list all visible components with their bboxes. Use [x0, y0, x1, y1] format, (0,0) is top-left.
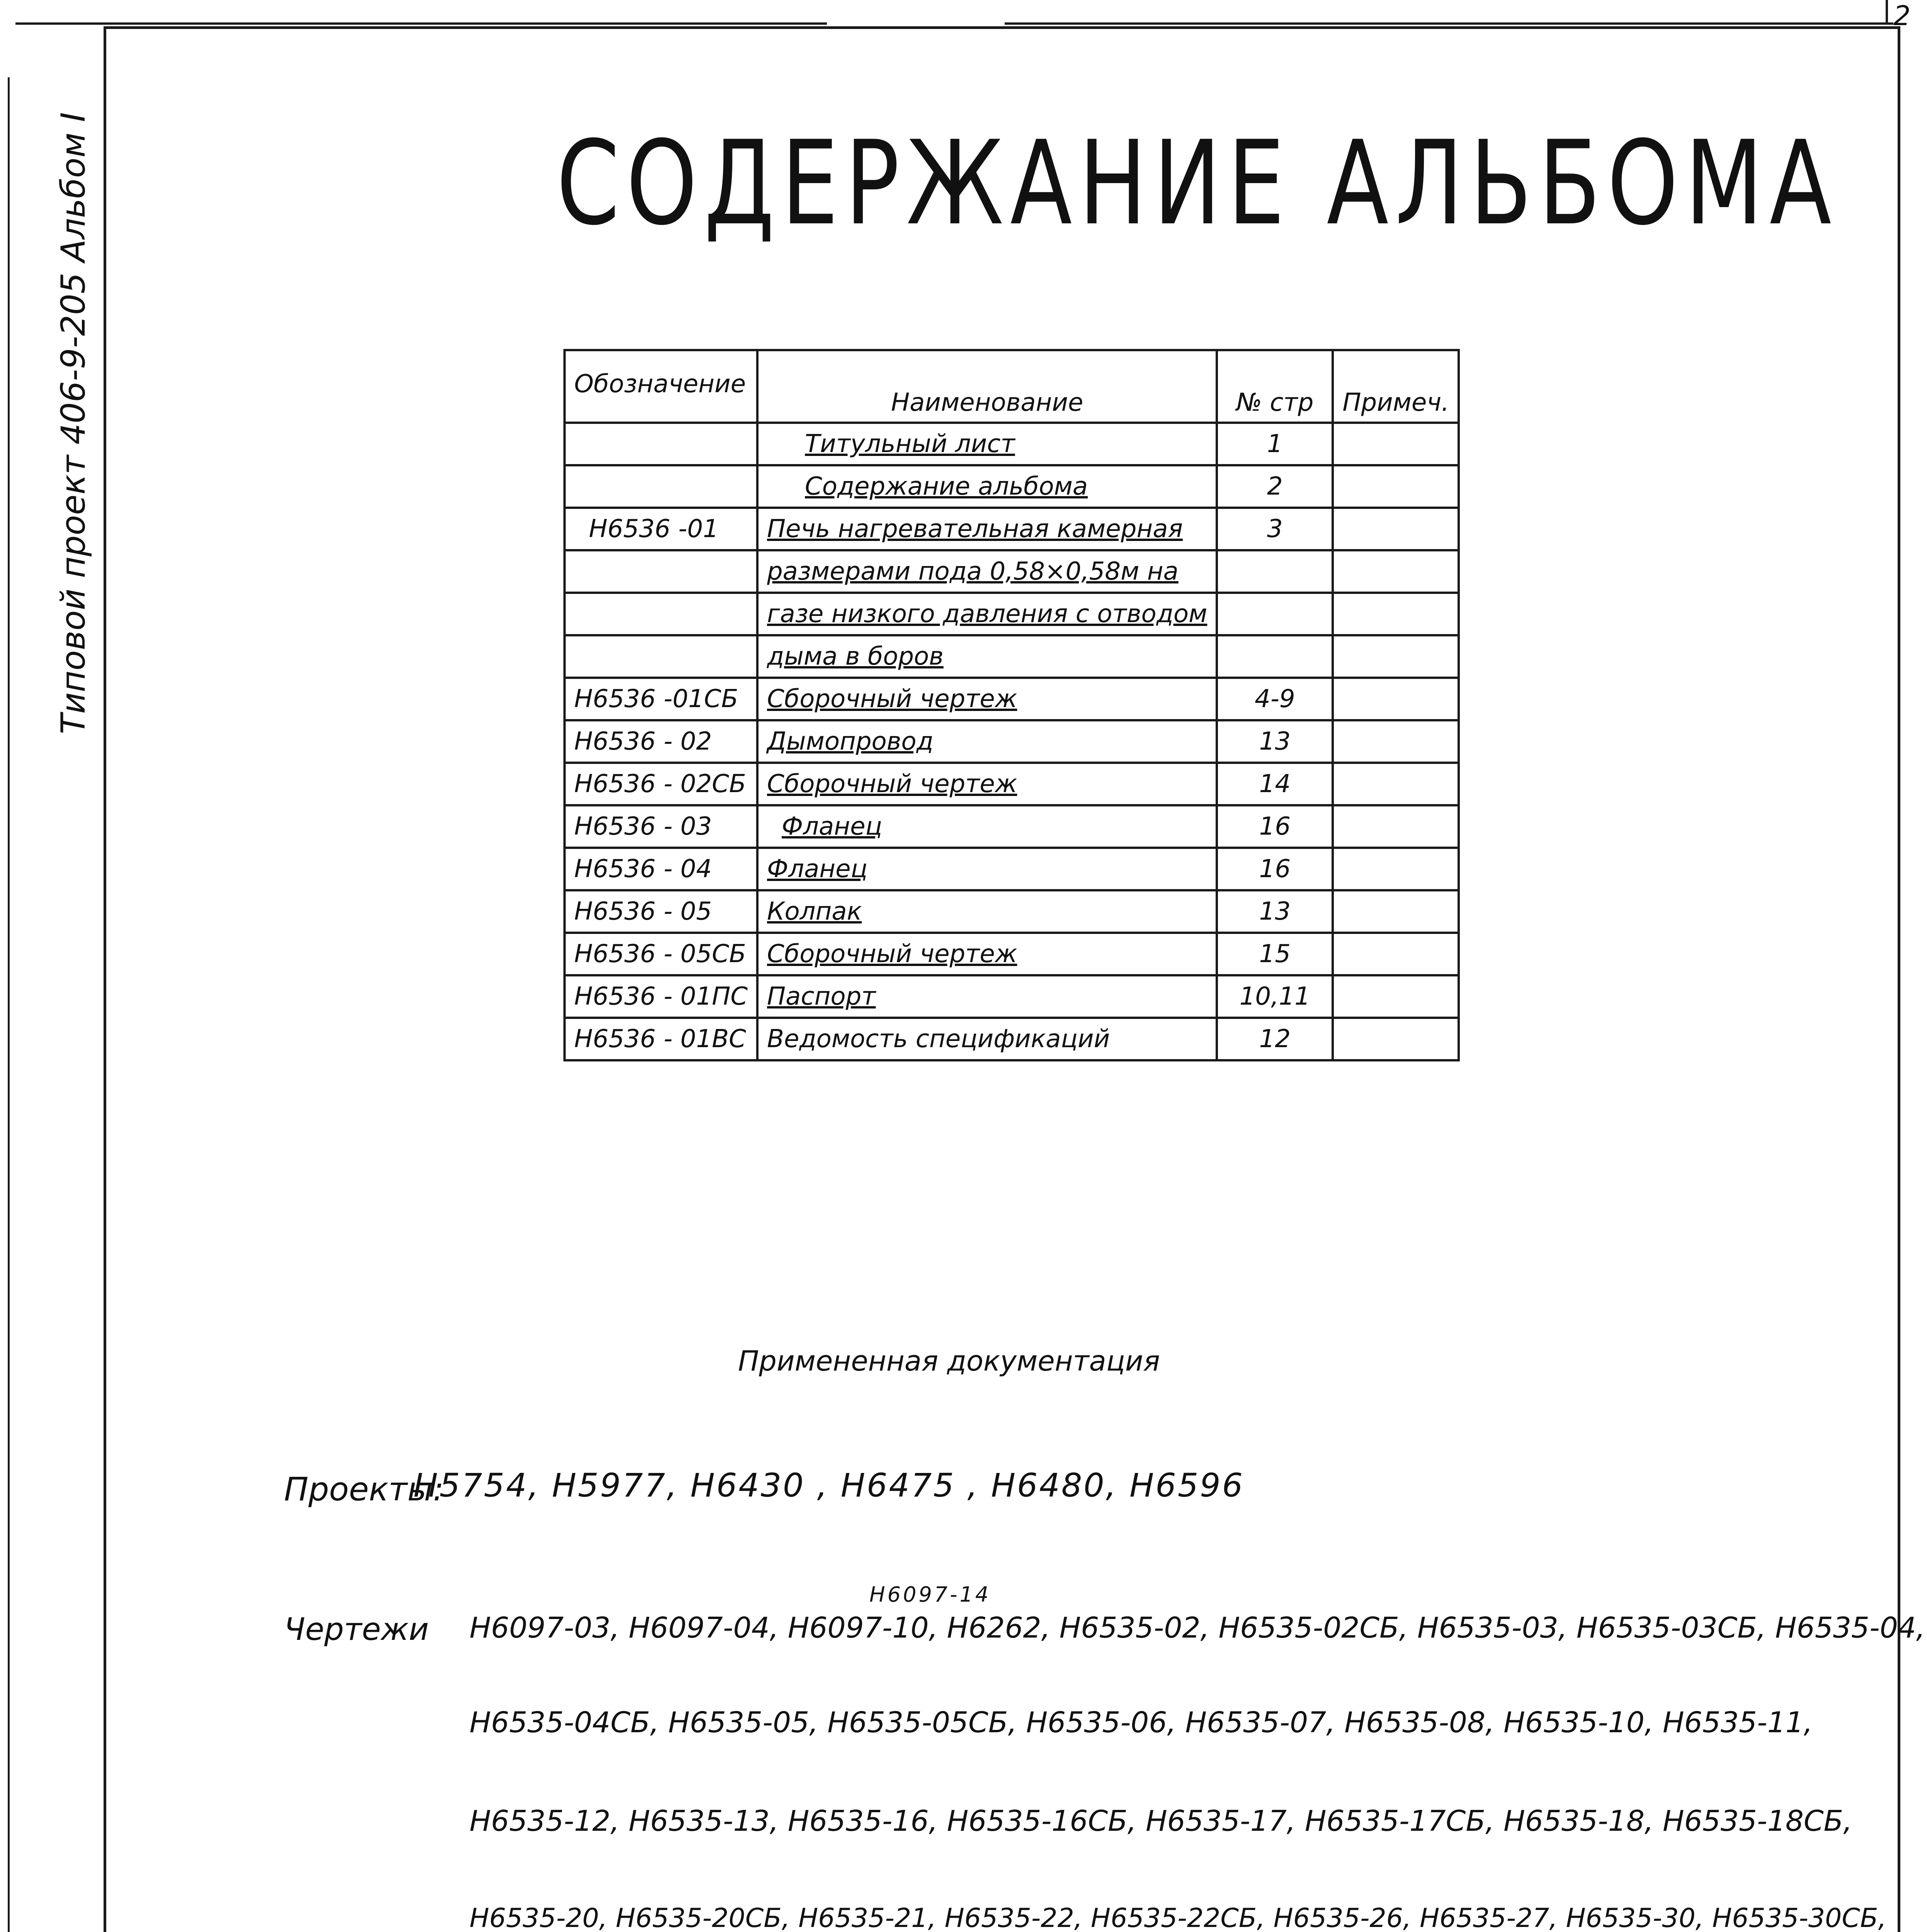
row-note — [1333, 720, 1459, 763]
drawings-line-3: Н6535-12, Н6535-13, Н6535-16, Н6535-16СБ, Н6535-17, Н6535-17СБ, Н6535-18, Н6535-18СБ, — [469, 1804, 1852, 1838]
row-page — [1217, 635, 1333, 678]
applied-docs-heading: Примененная документация — [738, 1345, 1160, 1377]
row-page: 13 — [1217, 890, 1333, 933]
table-row — [565, 635, 1459, 678]
column-header-name: Наименование — [757, 350, 1217, 423]
drawings-label: Чертежи — [284, 1611, 429, 1647]
table-row — [565, 763, 1459, 805]
row-note — [1333, 465, 1459, 508]
row-note — [1333, 848, 1459, 890]
row-code — [565, 465, 757, 508]
row-page: 16 — [1217, 805, 1333, 848]
top-border-line — [15, 22, 827, 25]
row-code: Н6536 -01 — [565, 508, 757, 550]
row-code — [565, 550, 757, 593]
row-name: Сборочный чертеж — [757, 678, 1217, 720]
row-code: Н6536 - 05СБ — [565, 933, 757, 975]
row-note — [1333, 890, 1459, 933]
row-note — [1333, 678, 1459, 720]
table-row — [565, 678, 1459, 720]
table-row — [565, 975, 1459, 1018]
row-page — [1217, 550, 1333, 593]
row-note — [1333, 805, 1459, 848]
drawings-note: Н6097-14 — [869, 1582, 991, 1607]
table-row — [565, 508, 1459, 550]
row-note — [1333, 975, 1459, 1018]
projects-value: Н5754, Н5977, Н6430 , Н6475 , Н6480, Н6596 — [413, 1466, 1245, 1504]
left-margin-line — [8, 77, 10, 1932]
row-page — [1217, 593, 1333, 635]
table-header-row — [565, 350, 1459, 423]
row-name: Фланец — [757, 805, 1217, 848]
row-note — [1333, 1018, 1459, 1060]
row-page: 2 — [1217, 465, 1333, 508]
table-row — [565, 805, 1459, 848]
row-note — [1333, 550, 1459, 593]
column-header-page: № стр — [1217, 350, 1333, 423]
row-page: 3 — [1217, 508, 1333, 550]
table-row — [565, 550, 1459, 593]
row-note — [1333, 635, 1459, 678]
row-code — [565, 423, 757, 465]
row-name: Паспорт — [757, 975, 1217, 1018]
table-row — [565, 423, 1459, 465]
drawings-line-1: Н6097-03, Н6097-04, Н6097-10, Н6262, Н6535-02, Н6535-02СБ, Н6535-03, Н6535-03СБ, Н6535-04, — [469, 1611, 1925, 1645]
row-name: Печь нагревательная камерная — [757, 508, 1217, 550]
row-name: Сборочный чертеж — [757, 933, 1217, 975]
row-code: Н6536 - 01ПС — [565, 975, 757, 1018]
drawings-line-2: Н6535-04СБ, Н6535-05, Н6535-05СБ, Н6535-06, Н6535-07, Н6535-08, Н6535-10, Н6535-11, — [469, 1706, 1813, 1739]
row-code: Н6536 - 01ВС — [565, 1018, 757, 1060]
row-note — [1333, 763, 1459, 805]
row-page: 12 — [1217, 1018, 1333, 1060]
row-page: 13 — [1217, 720, 1333, 763]
row-code — [565, 635, 757, 678]
table-row — [565, 848, 1459, 890]
row-code — [565, 593, 757, 635]
table-row — [565, 1018, 1459, 1060]
right-edge-line — [1886, 0, 1888, 23]
row-note — [1333, 508, 1459, 550]
contents-table — [563, 349, 1460, 1061]
row-page: 4-9 — [1217, 678, 1333, 720]
row-note — [1333, 593, 1459, 635]
drawings-line-4: Н6535-20, Н6535-20СБ, Н6535-21, Н6535-22, Н6535-22СБ, Н6535-26, Н6535-27, Н6535-30, Н6535-30СБ, — [469, 1903, 1887, 1932]
row-code: Н6536 - 02 — [565, 720, 757, 763]
row-name: Титульный лист — [757, 423, 1217, 465]
row-name: Сборочный чертеж — [757, 763, 1217, 805]
top-border-line — [1005, 22, 1893, 25]
row-page: 16 — [1217, 848, 1333, 890]
row-name: Фланец — [757, 848, 1217, 890]
table-row — [565, 465, 1459, 508]
row-note — [1333, 423, 1459, 465]
row-name: Дымопровод — [757, 720, 1217, 763]
row-page: 10,11 — [1217, 975, 1333, 1018]
column-header-code: Обозначение — [565, 350, 757, 423]
table-row — [565, 720, 1459, 763]
page-number: 2 — [1893, 0, 1911, 32]
row-code: Н6536 - 05 — [565, 890, 757, 933]
row-code: Н6536 - 02СБ — [565, 763, 757, 805]
table-row — [565, 890, 1459, 933]
row-name: размерами пода 0,58×0,58м на — [757, 550, 1217, 593]
row-page: 14 — [1217, 763, 1333, 805]
projects-label: Проекты: — [284, 1470, 444, 1508]
row-name: Содержание альбома — [757, 465, 1217, 508]
column-header-note: Примеч. — [1333, 350, 1459, 423]
table-row — [565, 593, 1459, 635]
page-title: СОДЕРЖАНИЕ АЛЬБОМА — [556, 116, 1838, 251]
table-row — [565, 933, 1459, 975]
row-name: Ведомость спецификаций — [757, 1018, 1217, 1060]
row-page: 15 — [1217, 933, 1333, 975]
side-stamp: Типовой проект 406-9-205 Альбом I — [54, 112, 93, 734]
row-code: Н6536 -01СБ — [565, 678, 757, 720]
row-page: 1 — [1217, 423, 1333, 465]
row-note — [1333, 933, 1459, 975]
row-name: дыма в боров — [757, 635, 1217, 678]
row-code: Н6536 - 03 — [565, 805, 757, 848]
row-name: газе низкого давления с отводом — [757, 593, 1217, 635]
row-name: Колпак — [757, 890, 1217, 933]
row-code: Н6536 - 04 — [565, 848, 757, 890]
